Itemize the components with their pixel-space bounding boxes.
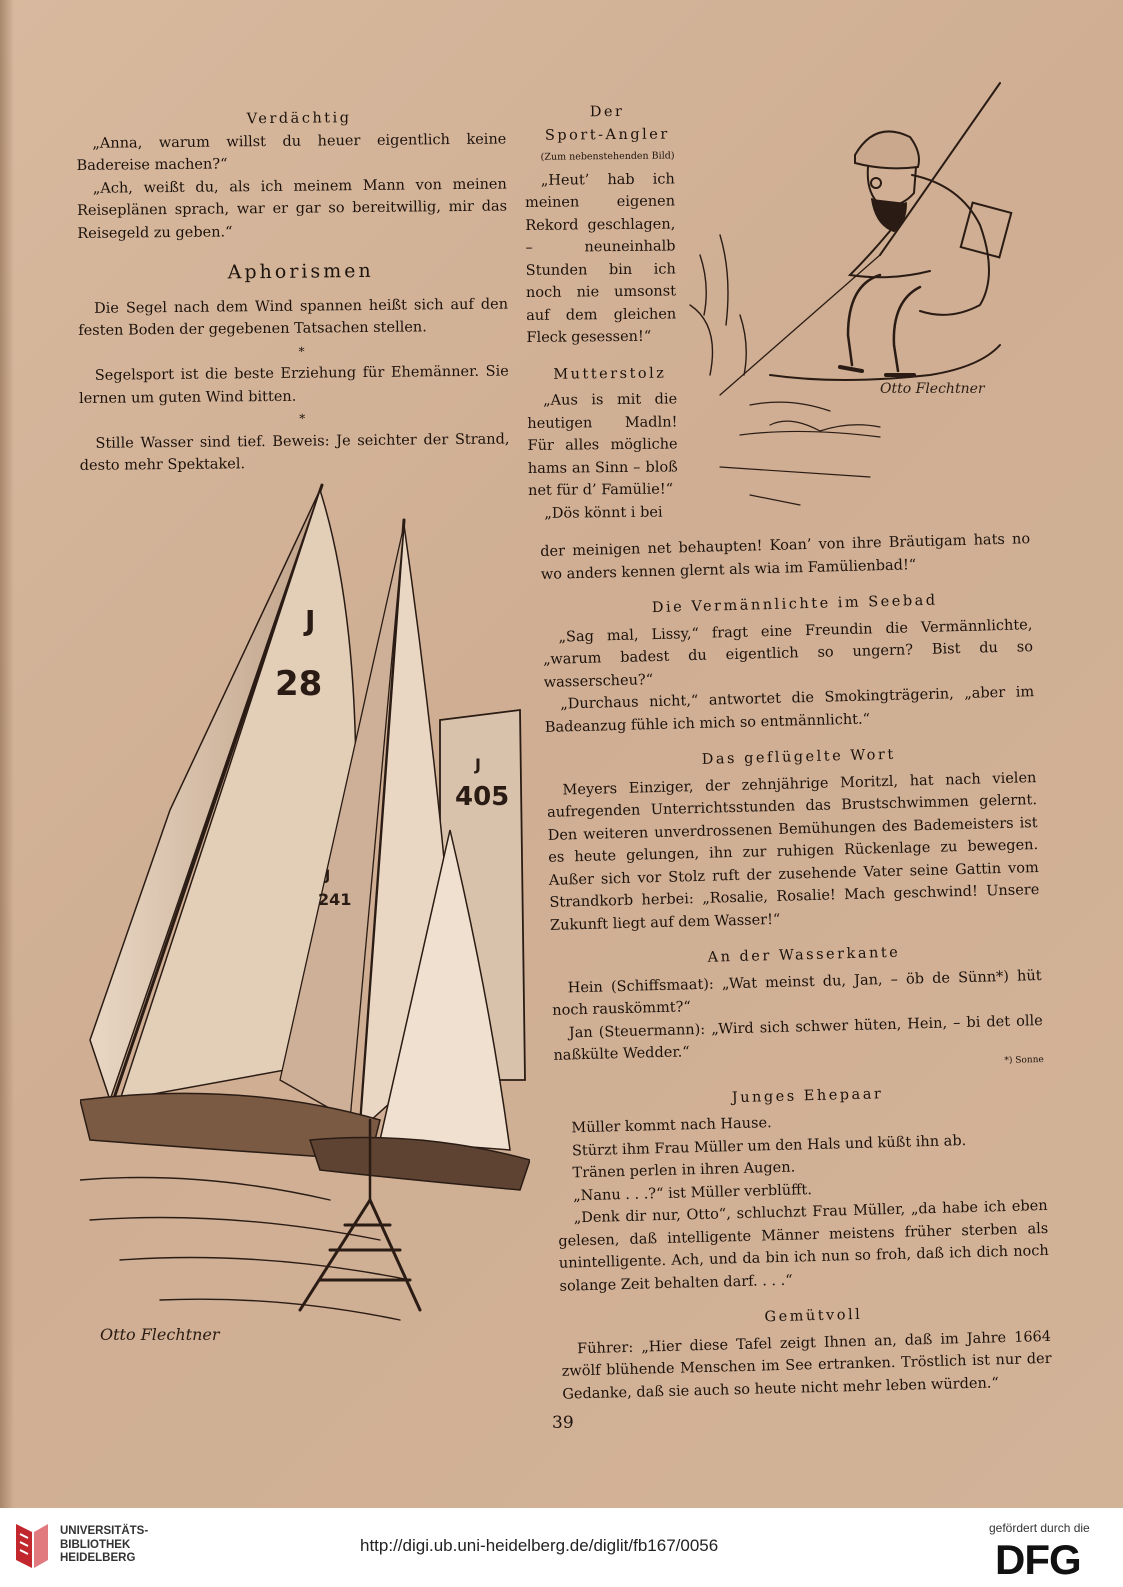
- grass: [690, 235, 746, 375]
- sail-letter: J: [305, 604, 316, 637]
- heading-der: Der: [589, 103, 625, 121]
- subtitle: (Zum nebenstehenden Bild): [540, 150, 675, 163]
- water-strokes: [720, 402, 880, 505]
- leg: [848, 275, 880, 365]
- paragraph: „Denk dir nur, Otto“, schluchzt Frau Müller, „da habe ich eben gelesen, daß intelligente Männer meistens früher sterben als unintelligente. Ach, und da bin ich nun so froh, daß ich dich noch solange Zeit behalten darf. . . .“: [558, 1197, 1049, 1295]
- reeds: [770, 421, 880, 431]
- boots: [840, 367, 914, 375]
- paragraph: „Heut’ hab ich meinen eigenen Rekord geschlagen, – neuneinhalb Stunden bin ich noch nie umsonst auf dem gleichen Fleck gesessen!“: [524, 170, 677, 346]
- paragraph: Hein (Schiffsmaat): „Wat meinst du, Jan, – öb de Sünn*) hüt noch rauskömmt?“: [552, 967, 1042, 1019]
- page-number: 39: [552, 1413, 574, 1433]
- artist-signature: Otto Flechtner: [100, 1325, 220, 1344]
- document-url-link[interactable]: http://digi.ub.uni-heidelberg.de/diglit/fb167/0056: [360, 1536, 719, 1555]
- paragraph: Meyers Einziger, der zehnjährige Moritzl, hat nach vielen aufregenden Unterrichtsstunden das Brustschwimmen gelernt. Den weiteren unverdrossenen Bemühungen des Bademeisters ist es heute gelungen, ihn zur ruhigen Rückenlage zu bewegen. Außer sich vor Stolz ruft der zusehende Vater seine Gattin vom Strandkorb herbei: „Rosalie, Rosalie! Mach geschwind! Unsere Zukunft liegt auf dem Wasser!“: [546, 769, 1040, 934]
- artist-signature: Otto Flechtner: [880, 381, 985, 397]
- heading-gefluegelte-wort: Das geflügelte Wort: [701, 746, 896, 768]
- paragraph: „Nanu . . .?“ ist Müller verblüfft.: [572, 1181, 813, 1204]
- library-line: BIBLIOTHEK: [60, 1538, 131, 1551]
- separator-star: *: [299, 411, 306, 426]
- sail-number: 241: [318, 890, 352, 909]
- heading-mutterstolz: Mutterstolz: [553, 365, 667, 383]
- library-line: HEIDELBERG: [60, 1552, 136, 1564]
- sail-number: 405: [455, 782, 510, 812]
- paragraph: „Durchaus nicht,“ antwortet die Smokingträgerin, „aber im Badeanzug fühle ich mich so entmännlicht.“: [544, 684, 1035, 736]
- hat: [855, 131, 919, 168]
- heading-aphorismen: Aphorismen: [227, 259, 374, 284]
- paragraph: der meinigen net behaupten! Koan’ von ihre Bräutigam hats no wo anders kennen glernt als wia im Famülienbad!“: [540, 531, 1031, 583]
- paragraph: Tränen perlen in ihren Augen.: [572, 1159, 796, 1182]
- library-logo-icon: [10, 1520, 52, 1572]
- back: [912, 175, 989, 315]
- funding-text: gefördert durch die: [989, 1521, 1090, 1535]
- paragraph: „Anna, warum willst du heuer eigentlich keine Badereise machen?“: [76, 130, 507, 174]
- angler-illustration: [680, 75, 1040, 535]
- aphorism: Die Segel nach dem Wind spannen heißt sich auf den festen Boden der gegebenen Tatsachen stellen.: [78, 295, 509, 339]
- heading-junges-ehepaar: Junges Ehepaar: [731, 1085, 884, 1106]
- glasses: [871, 178, 881, 188]
- heading-verdaechtig: Verdächtig: [246, 110, 352, 128]
- buoy-marker: [300, 1200, 420, 1310]
- sail-number: 28: [275, 664, 323, 704]
- aphorism: Stille Wasser sind tief. Beweis: Je seichter der Strand, desto mehr Spektakel.: [79, 430, 510, 474]
- middle-text-column: [524, 100, 678, 525]
- aphorism: Segelsport ist die beste Erziehung für Ehemänner. Sie lernen um guten Wind bitten.: [78, 363, 509, 407]
- paragraph: Führer: „Hier diese Tafel zeigt Ihnen an, daß im Jahre 1664 zwölf blühende Menschen im See ertranken. Tröstlich ist nur der Gedanke, daß sie auch so heute nicht mehr leben würden.“: [561, 1328, 1052, 1403]
- heading-vermaennlichte: Die Vermännlichte im Seebad: [651, 592, 938, 617]
- library-name: [60, 1525, 148, 1566]
- leg: [894, 287, 920, 371]
- paragraph: „Sag mal, Lissy,“ fragt eine Freundin die Vermännlichte, „warum badest du eigentlich so ungern? Bist du so wasserscheu?“: [542, 616, 1034, 691]
- heading-wasserkante: An der Wasserkante: [707, 944, 901, 966]
- separator-star: *: [298, 344, 305, 359]
- heading-sport-angler: Sport-Angler: [544, 125, 670, 144]
- right-text-column: [540, 528, 1052, 1406]
- paragraph: Jan (Steuermann): „Wird sich schwer hüten, Hein, – bi det olle naßkülte Wedder.“: [553, 1012, 1043, 1064]
- paragraph: „Aus is mit die heutigen Madln! Für alles mögliche hams an Sinn – bloß net für d’ Famülie!“: [527, 391, 678, 499]
- paragraph: „Dös könnt i bei: [544, 504, 663, 522]
- heading-gemuetvoll: Gemütvoll: [764, 1306, 863, 1326]
- paragraph: Müller kommt nach Hause.: [571, 1115, 772, 1137]
- footer-bar: [0, 1508, 1123, 1587]
- sail-letter: J: [325, 868, 331, 884]
- sail-letter: J: [475, 755, 481, 774]
- paragraph: Stürzt ihm Frau Müller um den Hals und küßt ihn ab.: [571, 1132, 967, 1159]
- footnote: *) Sonne: [1004, 1054, 1044, 1066]
- paragraph: „Ach, weißt du, als ich meinem Mann von meinen Reiseplänen sprach, war er gar so bereitwillig, mir das Reisegeld zu geben.“: [76, 175, 508, 242]
- sailboats-illustration: [80, 480, 530, 1360]
- library-line: UNIVERSITÄTS-: [60, 1525, 149, 1537]
- dfg-logo: DFG: [995, 1536, 1081, 1583]
- left-text-column: [76, 105, 510, 477]
